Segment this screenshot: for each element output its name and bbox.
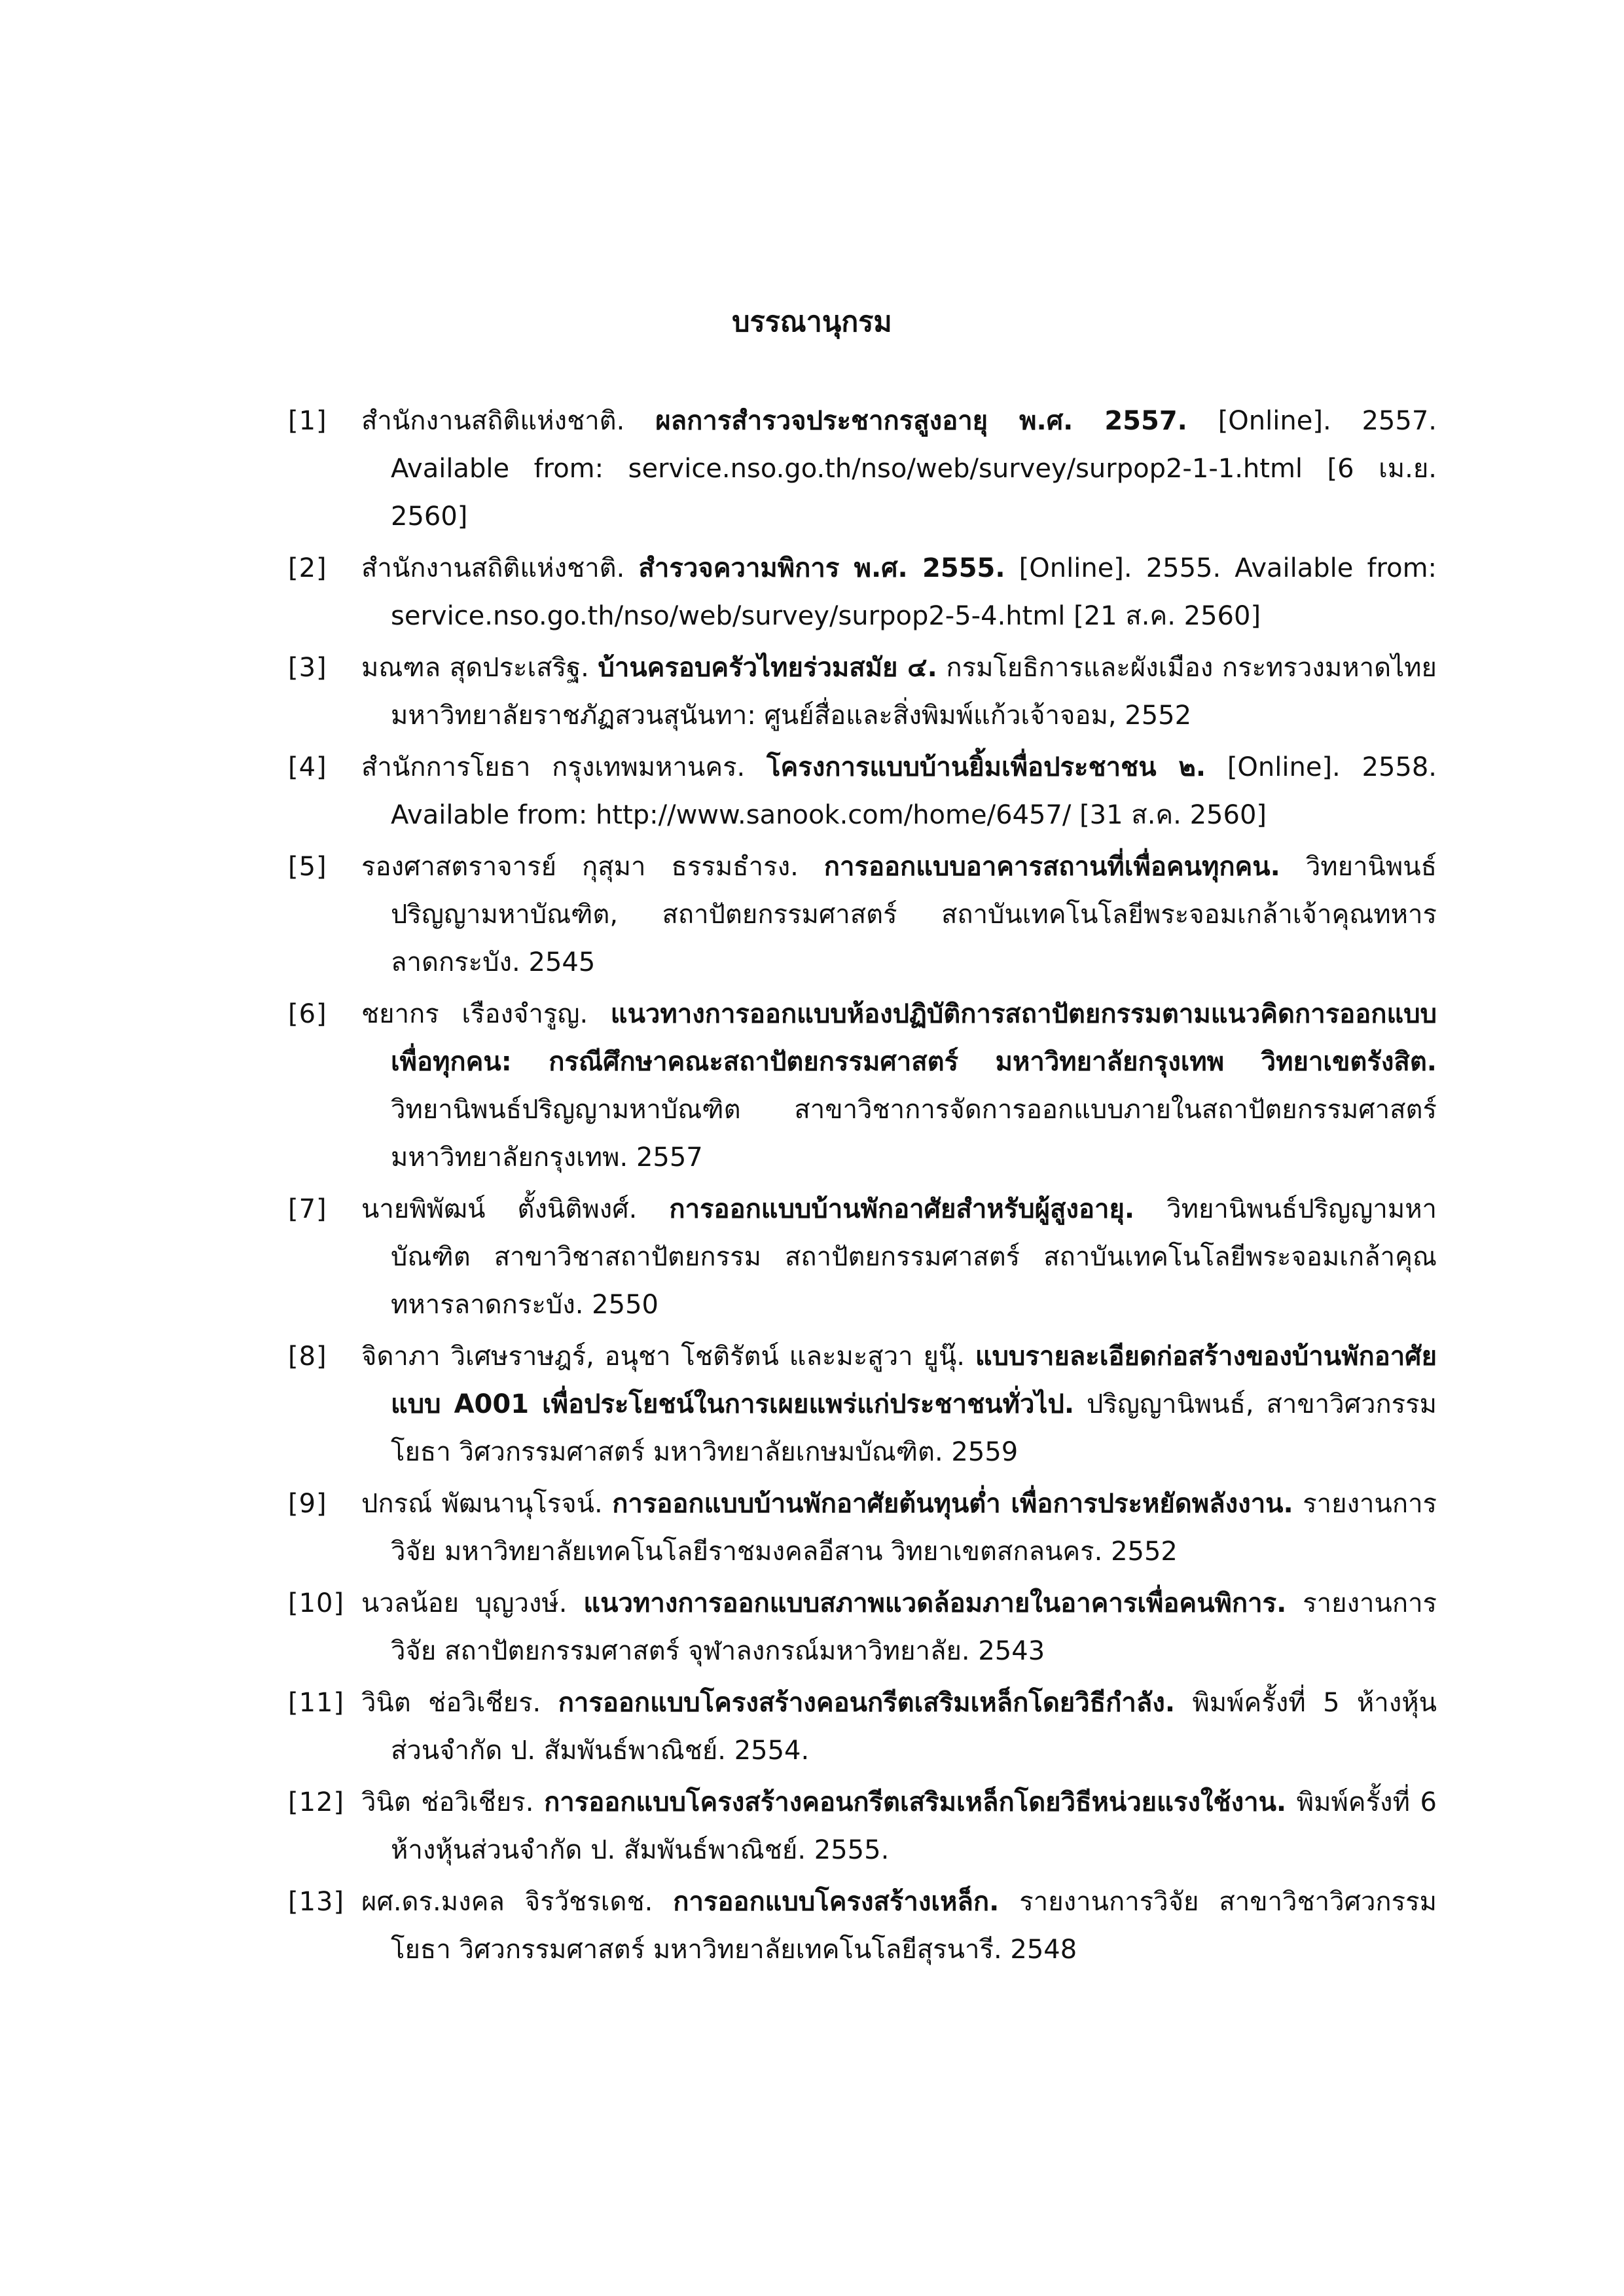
reference-title: การออกแบบบ้านพักอาศัยสำหรับผู้สูงอายุ. bbox=[669, 1194, 1135, 1224]
reference-title: แนวทางการออกแบบสภาพแวดล้อมภายในอาคารเพื่อคนพิการ. bbox=[583, 1588, 1287, 1618]
reference-text bbox=[361, 397, 1437, 541]
reference-number: [12] bbox=[288, 1787, 345, 1817]
reference-number: [7] bbox=[288, 1194, 327, 1224]
reference-title: ผลการสำรวจประชากรสูงอายุ พ.ศ. 2557. bbox=[655, 406, 1187, 436]
reference-author: สำนักการโยธา กรุงเทพมหานคร. bbox=[361, 752, 746, 782]
reference-author: นายพิพัฒน์ ตั้งนิติพงศ์. bbox=[361, 1194, 638, 1224]
reference-title: บ้านครอบครัวไทยร่วมสมัย ๔. bbox=[598, 653, 937, 683]
reference-details: [Online]. 2558. Available from: http://www.sanook.com/home/6457/ [31 ส.ค. 2560] bbox=[391, 752, 1437, 830]
reference-text bbox=[361, 644, 1437, 740]
reference-author: ปกรณ์ พัฒนานุโรจน์. bbox=[361, 1489, 603, 1519]
reference-title: แนวทางการออกแบบห้องปฏิบัติการสถาปัตยกรรมตามแนวคิดการออกแบบเพื่อทุกคน: กรณีศึกษาคณะสถาปัตยกรรมศาสตร์ มหาวิทยาลัยกรุงเทพ วิทยาเขตรังสิต. bbox=[391, 999, 1437, 1077]
reference-text bbox=[361, 1878, 1437, 1974]
reference-details: วิทยานิพนธ์ปริญญามหาบัณฑิต สาขาวิชาสถาปัตยกรรม สถาปัตยกรรมศาสตร์ สถาบันเทคโนโลยีพระจอมเกล้าคุณทหารลาดกระบัง. 2550 bbox=[391, 1194, 1437, 1320]
reference-text bbox=[361, 545, 1437, 640]
reference-number: [3] bbox=[288, 653, 327, 683]
reference-author: มณฑล สุดประเสริฐ. bbox=[361, 653, 589, 683]
reference-number: [13] bbox=[288, 1887, 345, 1917]
reference-details: พิมพ์ครั้งที่ 6 ห้างหุ้นส่วนจำกัด ป. สัมพันธ์พาณิชย์. 2555. bbox=[391, 1787, 1437, 1865]
reference-title: การออกแบบบ้านพักอาศัยต้นทุนต่ำ เพื่อการประหยัดพลังงาน. bbox=[612, 1489, 1293, 1519]
reference-author: ชยากร เรืองจำรูญ. bbox=[361, 999, 588, 1029]
reference-number: [11] bbox=[288, 1688, 345, 1718]
reference-item bbox=[288, 545, 1437, 640]
reference-item bbox=[288, 1480, 1437, 1576]
reference-details: วิทยานิพนธ์ปริญญามหาบัณฑิต, สถาปัตยกรรมศาสตร์ สถาบันเทคโนโลยีพระจอมเกล้าเจ้าคุณทหารลาดกระบัง. 2545 bbox=[391, 852, 1437, 977]
reference-title: แบบรายละเอียดก่อสร้างของบ้านพักอาศัย แบบ A001 เพื่อประโยชน์ในการเผยแพร่แก่ประชาชนทั่วไป. bbox=[391, 1341, 1437, 1419]
reference-item bbox=[288, 1580, 1437, 1675]
reference-title: การออกแบบโครงสร้างเหล็ก. bbox=[673, 1887, 1000, 1917]
reference-item bbox=[288, 843, 1437, 987]
reference-author: วินิต ช่อวิเชียร. bbox=[361, 1688, 541, 1718]
reference-item bbox=[288, 1779, 1437, 1874]
reference-text bbox=[361, 843, 1437, 987]
reference-details: [Online]. 2557. Available from: service.nso.go.th/nso/web/survey/surpop2-1-1.html [6 เม.ย. 2560] bbox=[391, 406, 1437, 532]
reference-author: สำนักงานสถิติแห่งชาติ. bbox=[361, 553, 625, 583]
reference-text bbox=[361, 1679, 1437, 1775]
reference-title: สำรวจความพิการ พ.ศ. 2555. bbox=[638, 553, 1005, 583]
reference-item bbox=[288, 644, 1437, 740]
reference-text bbox=[361, 1580, 1437, 1675]
reference-details: รายงานการวิจัย สาขาวิชาวิศวกรรมโยธา วิศวกรรมศาสตร์ มหาวิทยาลัยเทคโนโลยีสุรนารี. 2548 bbox=[391, 1887, 1437, 1965]
reference-item bbox=[288, 1878, 1437, 1974]
reference-item bbox=[288, 1333, 1437, 1476]
reference-author: วินิต ช่อวิเชียร. bbox=[361, 1787, 534, 1817]
page-title: บรรณานุกรม bbox=[732, 306, 892, 338]
reference-details: พิมพ์ครั้งที่ 5 ห้างหุ้นส่วนจำกัด ป. สัมพันธ์พาณิชย์. 2554. bbox=[391, 1688, 1437, 1766]
reference-author: จิดาภา วิเศษราษฎร์, อนุชา โชติรัตน์ และมะสูวา ยูนุ๊. bbox=[361, 1341, 965, 1372]
reference-list bbox=[288, 397, 1437, 1978]
reference-text bbox=[361, 991, 1437, 1182]
reference-text bbox=[361, 1333, 1437, 1476]
reference-number: [5] bbox=[288, 852, 327, 882]
reference-item bbox=[288, 1679, 1437, 1775]
reference-author: สำนักงานสถิติแห่งชาติ. bbox=[361, 406, 625, 436]
reference-author: นวลน้อย บุญวงษ์. bbox=[361, 1588, 568, 1618]
reference-item bbox=[288, 397, 1437, 541]
reference-item bbox=[288, 744, 1437, 839]
reference-author: รองศาสตราจารย์ กุสุมา ธรรมธำรง. bbox=[361, 852, 799, 882]
reference-text bbox=[361, 1779, 1437, 1874]
reference-item bbox=[288, 991, 1437, 1182]
reference-number: [1] bbox=[288, 406, 327, 436]
reference-number: [9] bbox=[288, 1489, 327, 1519]
reference-details: รายงานการวิจัย สถาปัตยกรรมศาสตร์ จุฬาลงกรณ์มหาวิทยาลัย. 2543 bbox=[391, 1588, 1437, 1666]
reference-details: ปริญญานิพนธ์, สาขาวิศวกรรมโยธา วิศวกรรมศาสตร์ มหาวิทยาลัยเกษมบัณฑิต. 2559 bbox=[391, 1389, 1437, 1467]
reference-author: ผศ.ดร.มงคล จิรวัชรเดช. bbox=[361, 1887, 653, 1917]
reference-details: [Online]. 2555. Available from: service.nso.go.th/nso/web/survey/surpop2-5-4.html [21 ส.ค. 2560] bbox=[391, 553, 1437, 631]
reference-details: วิทยานิพนธ์ปริญญามหาบัณฑิต สาขาวิชาการจัดการออกแบบภายในสถาปัตยกรรมศาสตร์ มหาวิทยาลัยกรุงเทพ. 2557 bbox=[391, 1095, 1437, 1173]
reference-text bbox=[361, 1186, 1437, 1329]
reference-number: [6] bbox=[288, 999, 327, 1029]
reference-title: การออกแบบโครงสร้างคอนกรีตเสริมเหล็กโดยวิธีหน่วยแรงใช้งาน. bbox=[544, 1787, 1287, 1817]
reference-title: การออกแบบอาคารสถานที่เพื่อคนทุกคน. bbox=[823, 852, 1280, 882]
reference-number: [10] bbox=[288, 1588, 345, 1618]
reference-text bbox=[361, 1480, 1437, 1576]
reference-details: กรมโยธิการและผังเมือง กระทรวงมหาดไทย มหาวิทยาลัยราชภัฏสวนสุนันทา: ศูนย์สื่อและสิ่งพิมพ์แก้วเจ้าจอม, 2552 bbox=[391, 653, 1437, 731]
reference-number: [8] bbox=[288, 1341, 327, 1372]
reference-text bbox=[361, 744, 1437, 839]
reference-title: การออกแบบโครงสร้างคอนกรีตเสริมเหล็กโดยวิธีกำลัง. bbox=[558, 1688, 1176, 1718]
reference-item bbox=[288, 1186, 1437, 1329]
reference-title: โครงการแบบบ้านยิ้มเพื่อประชาชน ๒. bbox=[767, 752, 1206, 782]
reference-number: [2] bbox=[288, 553, 327, 583]
reference-details: รายงานการวิจัย มหาวิทยาลัยเทคโนโลยีราชมงคลอีสาน วิทยาเขตสกลนคร. 2552 bbox=[391, 1489, 1437, 1567]
reference-number: [4] bbox=[288, 752, 327, 782]
